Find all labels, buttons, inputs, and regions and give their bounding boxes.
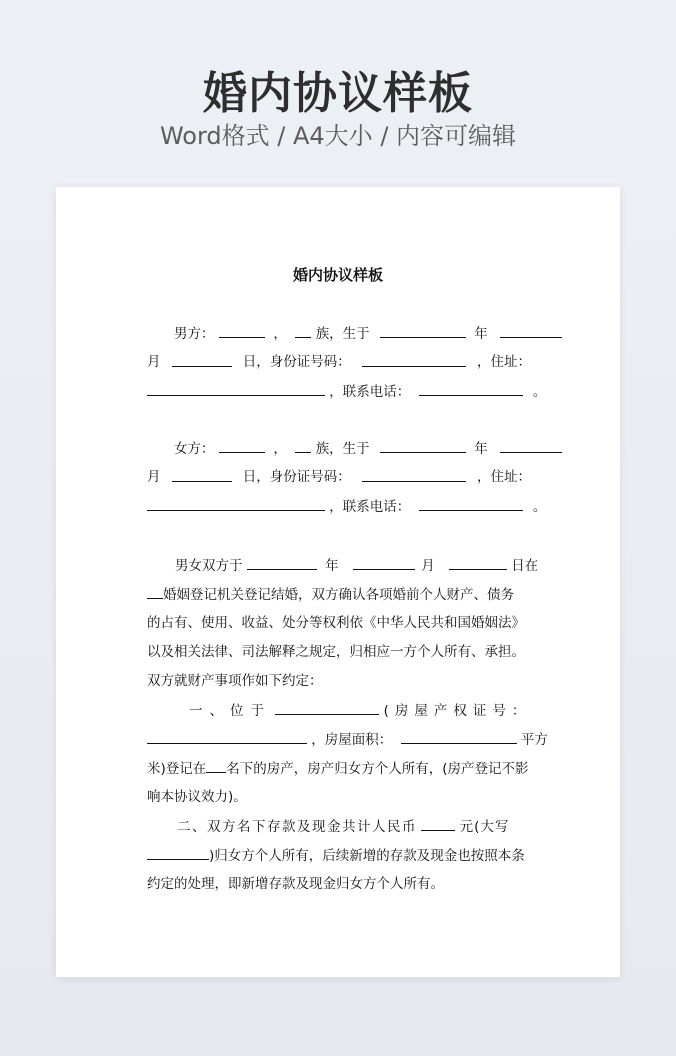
blank-field[interactable]	[449, 555, 507, 570]
blank-field[interactable]	[500, 323, 562, 338]
period: 。	[532, 384, 547, 400]
blank-field[interactable]	[421, 816, 455, 831]
female-line-2	[147, 467, 531, 487]
intro-text: 男女双方于	[175, 558, 243, 574]
blank-field[interactable]	[147, 496, 325, 511]
clause1-heading: 一、位于	[189, 703, 271, 719]
clause2-line-2	[147, 845, 531, 865]
blank-field[interactable]	[147, 845, 209, 860]
year-label: 年	[474, 441, 488, 457]
blank-field[interactable]	[147, 381, 325, 396]
day-label: 日在	[511, 558, 539, 574]
blank-field[interactable]	[362, 352, 466, 367]
male-line-1	[147, 323, 531, 343]
blank-field[interactable]	[295, 323, 311, 338]
intro-line-2	[147, 584, 531, 604]
month-label: 月	[147, 354, 161, 370]
address-label: ，住址：	[477, 469, 531, 485]
blank-field[interactable]	[362, 467, 466, 482]
blank-field[interactable]	[295, 438, 311, 453]
male-line-3	[147, 381, 547, 401]
clause2-line-3	[147, 874, 531, 894]
blank-field[interactable]	[353, 555, 415, 570]
unit-label: 平方	[520, 732, 548, 748]
clause2-line-1	[147, 816, 531, 836]
blank-field[interactable]	[419, 381, 523, 396]
clause1-line-3	[147, 758, 531, 778]
day-id-label: 日，身份证号码：	[242, 469, 351, 485]
clause1-line-1	[147, 700, 531, 720]
intro-text: 的占有、使用、收益、处分等权利依《中华人民共和国婚姻法》	[147, 615, 525, 631]
intro-text: 婚姻登记机关登记结婚，双方确认各项婚前个人财产、债务	[163, 587, 514, 603]
clause1-line-4	[147, 787, 531, 807]
phone-label: ，联系电话：	[329, 499, 411, 515]
year-label: 年	[474, 326, 488, 342]
blank-field[interactable]	[380, 438, 466, 453]
day-id-label: 日，身份证号码：	[242, 354, 351, 370]
blank-field[interactable]	[219, 323, 265, 338]
document-title: 婚内协议样板	[292, 266, 383, 284]
blank-field[interactable]	[275, 700, 379, 715]
blank-field[interactable]	[172, 352, 232, 367]
female-label: 女方：	[174, 441, 215, 457]
phone-label: ，联系电话：	[329, 384, 411, 400]
intro-line-3	[147, 613, 531, 633]
blank-field[interactable]	[147, 584, 163, 599]
clause2-heading: 二、双方名下存款及现金共计人民币	[177, 819, 417, 835]
clause1-line-2	[147, 729, 548, 749]
intro-text: 双方就财产事项作如下约定：	[147, 673, 323, 689]
clause2-text: )归女方个人所有，后续新增的存款及现金也按照本条	[209, 848, 525, 864]
month-label: 月	[421, 558, 435, 574]
male-label: 男方：	[174, 326, 215, 342]
clause1-text: 名下的房产，房产归女方个人所有，(房产登记不影	[226, 761, 529, 777]
blank-field[interactable]	[219, 438, 265, 453]
year-label: 年	[325, 558, 339, 574]
blank-field[interactable]	[247, 555, 317, 570]
page-subtitle: Word格式 / A4大小 / 内容可编辑	[159, 122, 517, 150]
ethnicity-birth-label: 族，生于	[315, 441, 370, 457]
blank-field[interactable]	[206, 758, 226, 773]
male-line-2	[147, 352, 531, 372]
intro-line-4	[147, 642, 531, 662]
page-title: 婚内协议样板	[203, 68, 473, 119]
female-line-3	[147, 496, 547, 516]
yuan-label: 元(大写	[459, 819, 510, 835]
blank-field[interactable]	[401, 729, 517, 744]
blank-field[interactable]	[147, 729, 307, 744]
clause1-text: 响本协议效力)。	[147, 789, 247, 805]
area-label: ，房屋面积：	[311, 732, 393, 748]
female-line-1	[147, 438, 531, 458]
clause2-text: 约定的处理，即新增存款及现金归女方个人所有。	[147, 876, 444, 892]
blank-field[interactable]	[172, 467, 232, 482]
blank-field[interactable]	[380, 323, 466, 338]
clause1-text: 米)登记在	[147, 761, 207, 777]
intro-line-1	[147, 555, 539, 575]
address-label: ，住址：	[477, 354, 531, 370]
blank-field[interactable]	[500, 438, 562, 453]
month-label: 月	[147, 469, 161, 485]
blank-field[interactable]	[419, 496, 523, 511]
ethnicity-birth-label: 族，生于	[315, 326, 370, 342]
separator: ，	[273, 441, 287, 457]
certificate-label: (房屋产权证号：	[383, 703, 532, 719]
intro-text: 以及相关法律、司法解释之规定，归相应一方个人所有、承担。	[147, 644, 525, 660]
separator: ，	[273, 326, 287, 342]
intro-line-5	[147, 671, 531, 691]
period: 。	[532, 499, 547, 515]
